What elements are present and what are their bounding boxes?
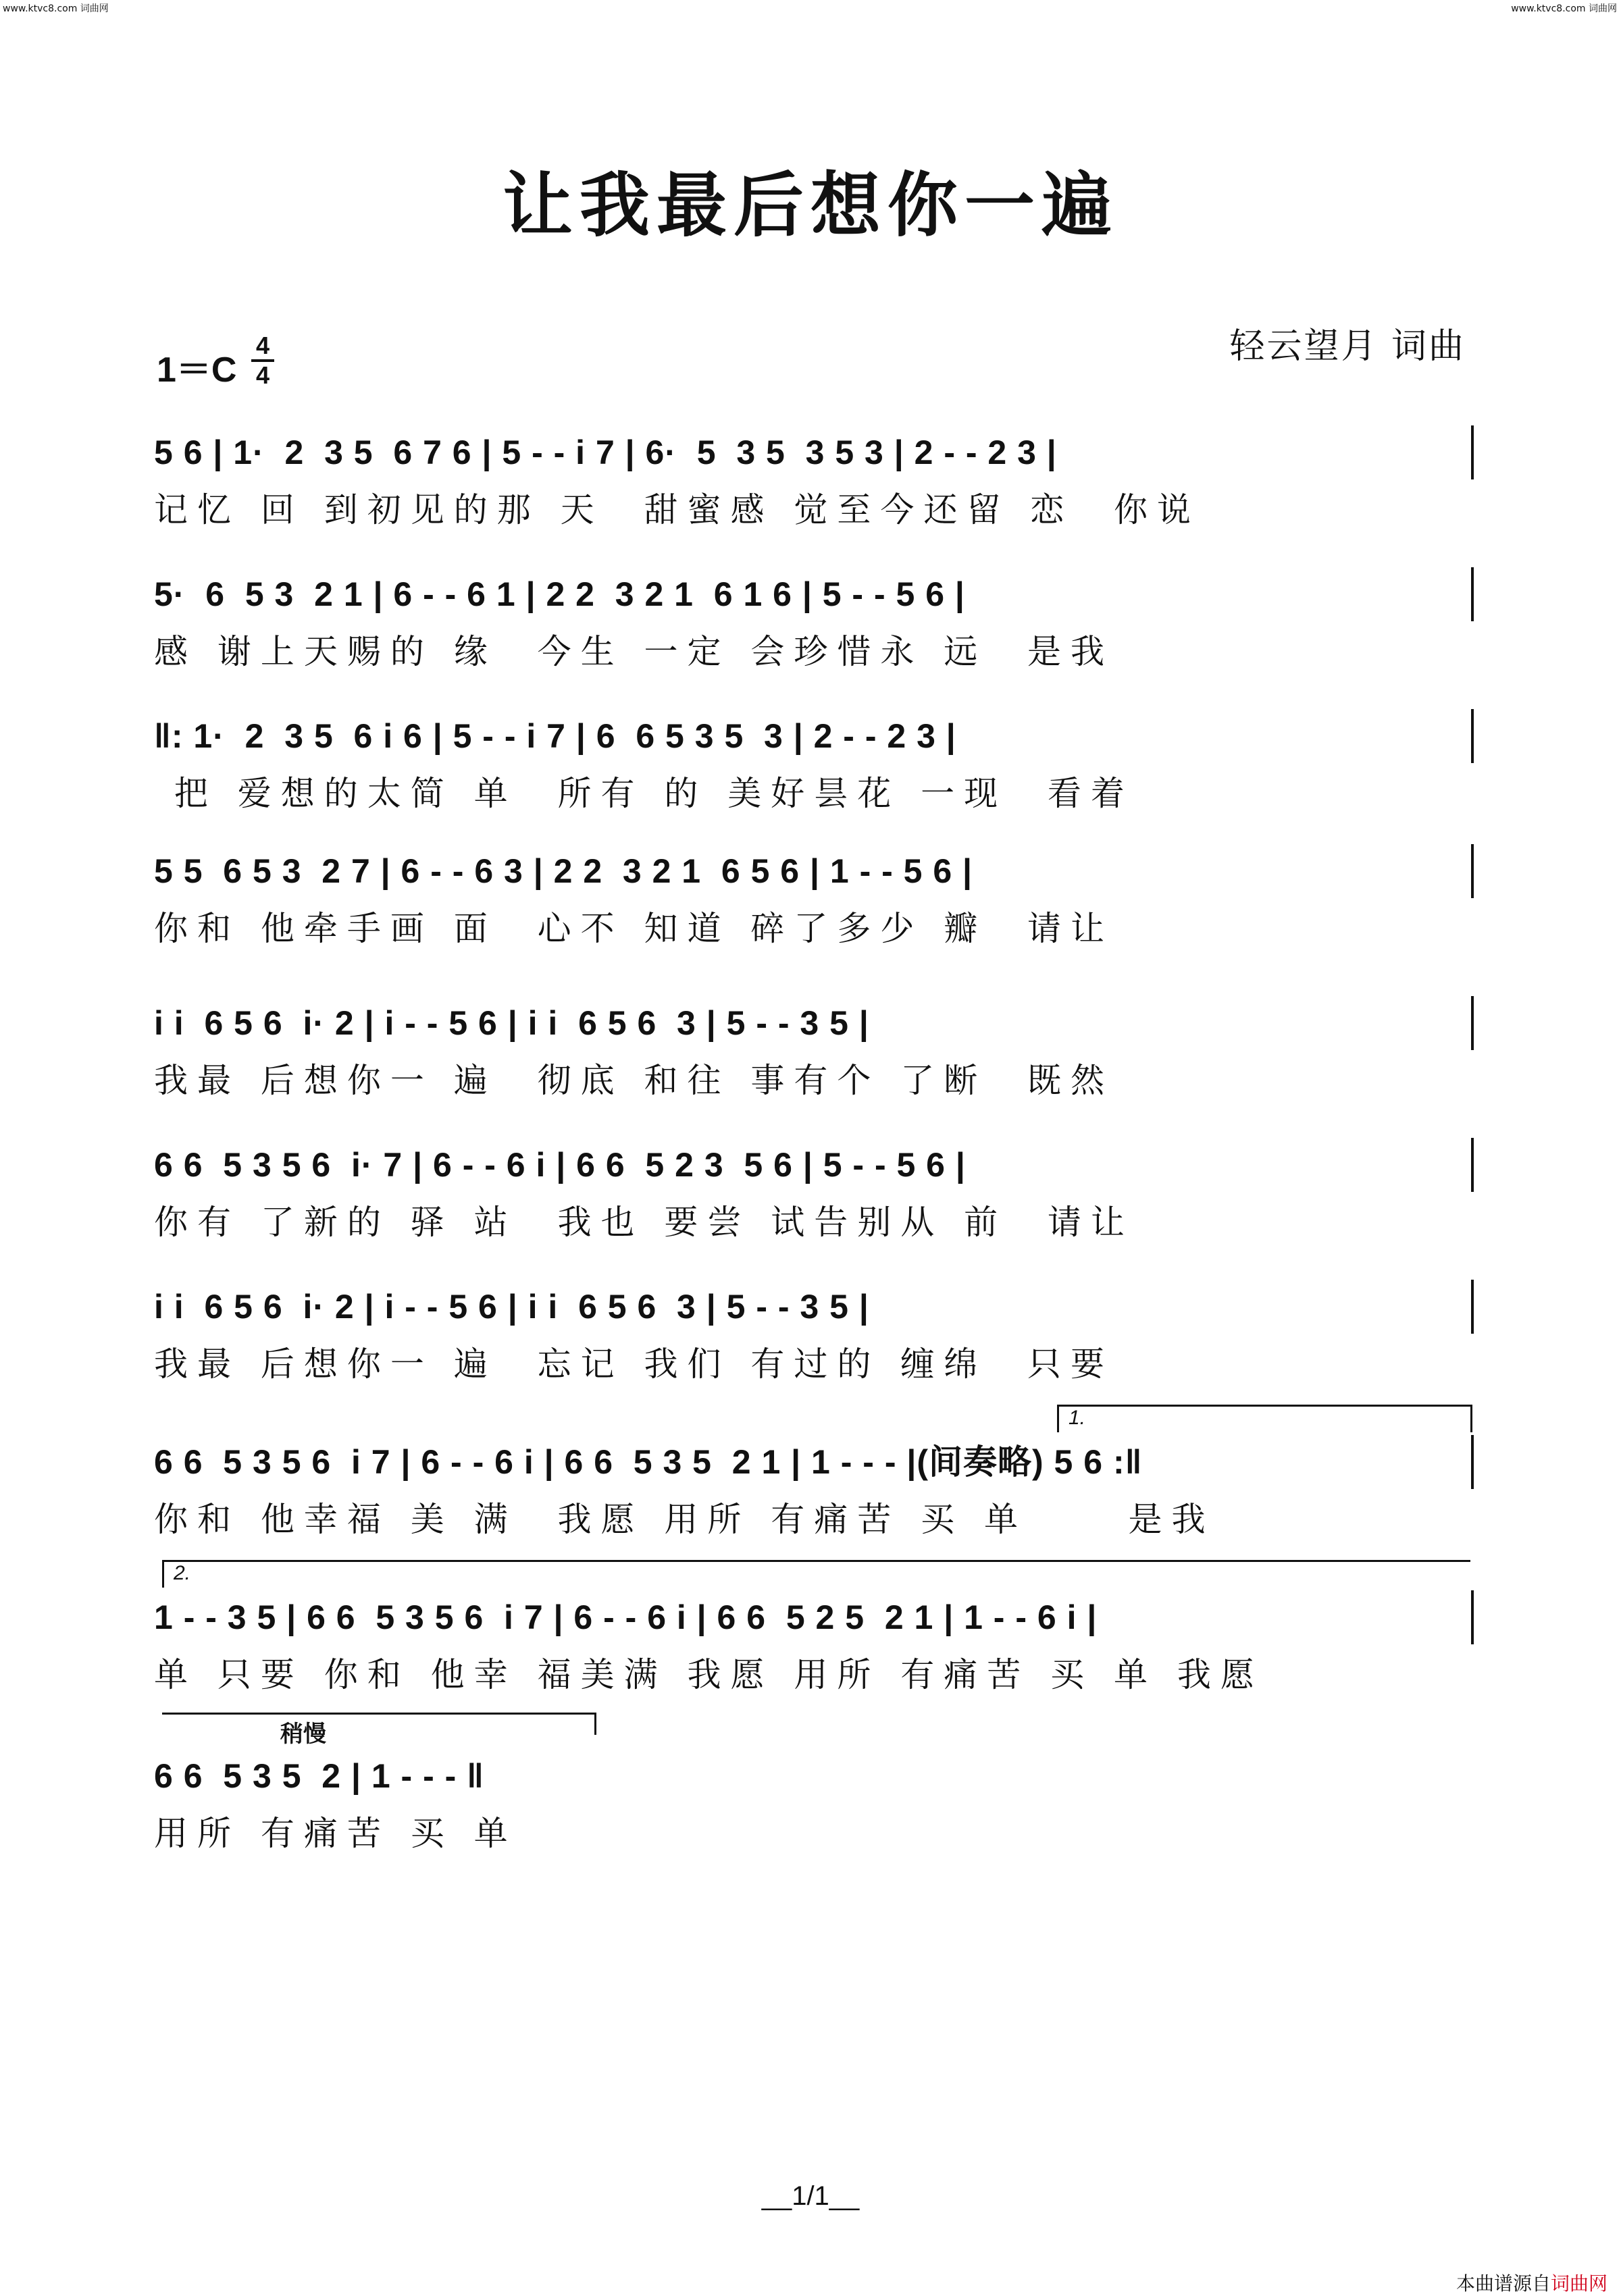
lyrics-line-1: 记忆 回 到初见的那 天 甜蜜感 觉至今还留 恋 你说: [154, 490, 1201, 529]
lyrics-line-9: 单 只要 你和 他幸 福美满 我愿 用所 有痛苦 买 单 我愿: [154, 1655, 1264, 1694]
notes-line-8: 6 6 5 3 5 6 i 7 | 6 - - 6 i | 6 6 5 3 5 2 1 | 1 - - - |(间奏略) 5 6 :‖: [154, 1435, 1474, 1489]
lyrics-line-3: 把 爱想的太简 单 所有 的 美好昙花 一现 看着: [154, 774, 1134, 813]
key-signature: 1＝C: [157, 350, 237, 390]
notes-line-10: 6 6 5 3 5 2 | 1 - - - ‖: [154, 1757, 485, 1795]
lyrics-line-10: 用所 有痛苦 买 单: [154, 1814, 517, 1853]
composer-credit: 轻云望月 词曲: [1229, 326, 1466, 367]
page-number: __1/1__: [761, 2181, 860, 2211]
site-url-right[interactable]: www.ktvc8.com 词曲网: [1511, 3, 1617, 14]
notes-line-6: 6 6 5 3 5 6 i· 7 | 6 - - 6 i | 6 6 5 2 3 5 6 | 5 - - 5 6 |: [154, 1138, 1474, 1192]
time-signature-top: 4: [255, 332, 270, 359]
notes-line-1: 5 6 | 1· 2 3 5 6 7 6 | 5 - - i 7 | 6· 5 3 5 3 5 3 | 2 - - 2 3 |: [154, 425, 1474, 479]
notes-line-9: 1 - - 3 5 | 6 6 5 3 5 6 i 7 | 6 - - 6 i | 6 6 5 2 5 2 1 | 1 - - 6 i |: [154, 1590, 1474, 1644]
volta-second-ending: 2.: [162, 1560, 1470, 1588]
source-brand-link[interactable]: 词曲网: [1550, 2272, 1607, 2295]
lyrics-line-2: 感 谢上天赐的 缘 今生 一定 会珍惜永 远 是我: [154, 632, 1114, 671]
lyrics-line-4: 你和 他牵手画 面 心不 知道 碎了多少 瓣 请让: [154, 909, 1114, 948]
lyrics-line-5: 我最 后想你一 遍 彻底 和往 事有个 了断 既然: [154, 1061, 1114, 1100]
notes-line-2: 5· 6 5 3 2 1 | 6 - - 6 1 | 2 2 3 2 1 6 1 6 | 5 - - 5 6 |: [154, 567, 1474, 621]
lyrics-line-6: 你有 了新的 驿 站 我也 要尝 试告别从 前 请让: [154, 1203, 1134, 1242]
tempo-mark: 稍慢: [280, 1721, 326, 1748]
song-title: 让我最后想你一遍: [502, 163, 1118, 246]
lyrics-line-8: 你和 他幸福 美 满 我愿 用所 有痛苦 买 单 是我: [154, 1500, 1215, 1539]
lyrics-line-7: 我最 后想你一 遍 忘记 我们 有过的 缠绵 只要: [154, 1345, 1114, 1384]
source-footer: [1456, 2269, 1607, 2296]
time-signature: [251, 334, 274, 388]
notes-line-3: ‖: 1· 2 3 5 6 i 6 | 5 - - i 7 | 6 6 5 3 5 3 | 2 - - 2 3 |: [154, 709, 1474, 763]
source-text: 本曲谱源自: [1456, 2272, 1551, 2295]
notes-line-4: 5 5 6 5 3 2 7 | 6 - - 6 3 | 2 2 3 2 1 6 5 6 | 1 - - 5 6 |: [154, 844, 1474, 898]
volta-first-ending: 1.: [1057, 1405, 1472, 1432]
time-signature-bottom: 4: [255, 361, 270, 389]
notes-line-5: i i 6 5 6 i· 2 | i - - 5 6 | i i 6 5 6 3 | 5 - - 3 5 |: [154, 996, 1474, 1050]
notes-line-7: i i 6 5 6 i· 2 | i - - 5 6 | i i 6 5 6 3 | 5 - - 3 5 |: [154, 1280, 1474, 1334]
tempo-bracket: [162, 1713, 596, 1735]
site-url-left[interactable]: www.ktvc8.com 词曲网: [3, 3, 109, 14]
